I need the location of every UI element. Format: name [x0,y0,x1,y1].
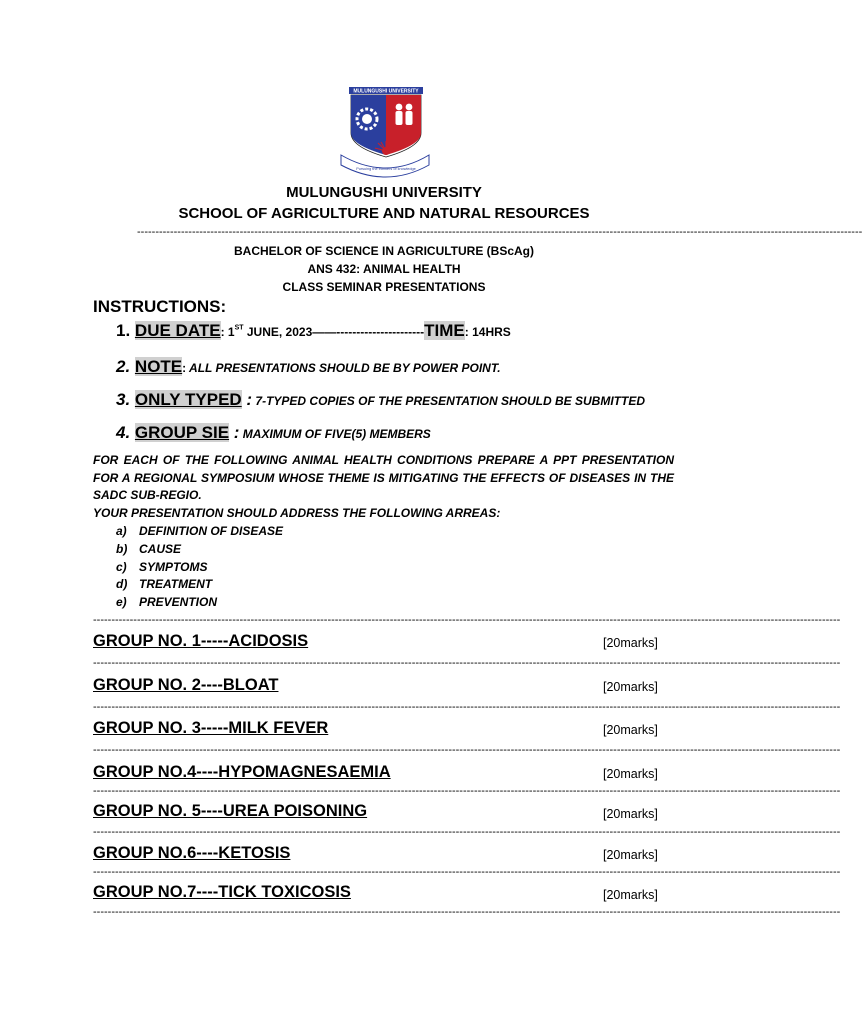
time-value: : 14HRS [464,325,511,339]
list-item [116,576,283,594]
instruction-number: 3. [116,390,131,409]
university-name: MULUNGUSHI UNIVERSITY [286,184,482,201]
divider: ------------------------------------------------------------------------------------------------------------------------------------------------------------------------------------------------------------ [93,614,841,626]
note-text: ALL PRESENTATIONS SHOULD BE BY POWER POINT. [186,361,501,375]
group-title: GROUP NO.7----TICK TOXICOSIS [93,883,351,901]
document-title: CLASS SEMINAR PRESENTATIONS [282,280,486,294]
only-typed-text: 7-TYPED COPIES OF THE PRESENTATION SHOULD BE SUBMITTED [252,394,645,408]
list-letter: e) [116,595,127,610]
group-title: GROUP NO. 3-----MILK FEVER [93,719,329,737]
list-text: SYMPTOMS [139,559,208,574]
instruction-item-only-typed [116,390,645,410]
university-crest-logo [337,85,433,177]
group-size-text: MAXIMUM OF FIVE(5) MEMBERS [239,427,431,441]
course-name: ANS 432: ANIMAL HEALTH [307,262,461,276]
crest-banner-text: MULUNGUSHI UNIVERSITY [353,88,419,95]
instruction-item-group-size [116,423,431,443]
only-typed-label: ONLY TYPED [134,390,242,409]
divider: ------------------------------------------------------------------------------------------------------------------------------------------------------------------------------------------------------------ [93,906,841,918]
due-date-sep: : 1 [220,325,235,339]
note-sep: : [182,361,187,375]
group-size-label: GROUP SIE [134,423,230,442]
instructions-heading: INSTRUCTIONS: [93,297,227,316]
list-text: TREATMENT [139,577,213,592]
assignment-paragraph: FOR EACH OF THE FOLLOWING ANIMAL HEALTH CONDITIONS PREPARE A PPT PRESENTATION FOR A REGIONAL SYMPOSIUM WHOSE THEME IS MITIGATING THE EFFECTS OF DISEASES IN THE SADC SUB-REGIO. [93,453,674,502]
divider: ------------------------------------------------------------------------------------------------------------------------------------------------------------------------------------------------------------ [93,826,841,838]
school-name: SCHOOL OF AGRICULTURE AND NATURAL RESOURCES [178,205,590,222]
group-marks: [20marks] [603,807,658,821]
list-item [116,594,283,612]
crest-motto-text: Pursuing the frontiers of knowledge [356,167,416,171]
instruction-number: 2. [116,357,131,376]
due-date-sup: ST [234,324,244,332]
time-label: TIME [424,321,465,340]
list-letter: d) [116,577,128,592]
group-marks: [20marks] [603,680,658,694]
divider: ------------------------------------------------------------------------------------------------------------------------------------------------------------------------------------------------------------ [93,657,841,669]
program-name: BACHELOR OF SCIENCE IN AGRICULTURE (BScAg) [234,244,534,258]
due-date-label: DUE DATE [134,321,221,340]
instruction-item-due-date [116,321,511,341]
address-line: YOUR PRESENTATION SHOULD ADDRESS THE FOLLOWING ARREAS: [93,506,501,520]
group-title: GROUP NO. 5----UREA POISONING [93,802,368,820]
list-letter: b) [116,541,128,556]
instruction-number: 1. [116,321,131,340]
group-marks: [20marks] [603,767,658,781]
list-letter: a) [116,524,127,538]
instruction-number: 4. [116,423,131,442]
divider: ------------------------------------------------------------------------------------------------------------------------------------------------------------------------------------------------------------ [93,744,841,756]
group-title: GROUP NO.4----HYPOMAGNESAEMIA [93,763,391,781]
list-text: DEFINITION OF DISEASE [139,524,284,538]
due-date-value: JUNE, 2023——---------------------- [243,325,425,339]
group-marks: [20marks] [603,888,658,902]
group-marks: [20marks] [603,723,658,737]
note-label: NOTE [134,357,183,376]
header-divider: ------------------------------------------------------------------------------------------------------------------------------------------------------------------------------------------------------ [137,226,862,238]
group-title: GROUP NO. 1-----ACIDOSIS [93,632,309,650]
list-item [116,559,283,577]
divider: ------------------------------------------------------------------------------------------------------------------------------------------------------------------------------------------------------------ [93,785,841,797]
divider: ------------------------------------------------------------------------------------------------------------------------------------------------------------------------------------------------------------ [93,701,841,713]
divider: ------------------------------------------------------------------------------------------------------------------------------------------------------------------------------------------------------------ [93,866,841,878]
list-text: PREVENTION [139,595,218,610]
group-title: GROUP NO.6----KETOSIS [93,844,291,862]
only-typed-sep: : [241,390,253,409]
list-item [116,523,283,541]
group-marks: [20marks] [603,636,658,650]
list-letter: c) [116,559,127,574]
list-item [116,541,283,559]
instruction-item-note [116,357,501,377]
areas-list [116,523,283,612]
group-title: GROUP NO. 2----BLOAT [93,676,279,694]
group-marks: [20marks] [603,848,658,862]
group-size-sep: : [229,423,240,442]
list-text: CAUSE [139,541,182,556]
